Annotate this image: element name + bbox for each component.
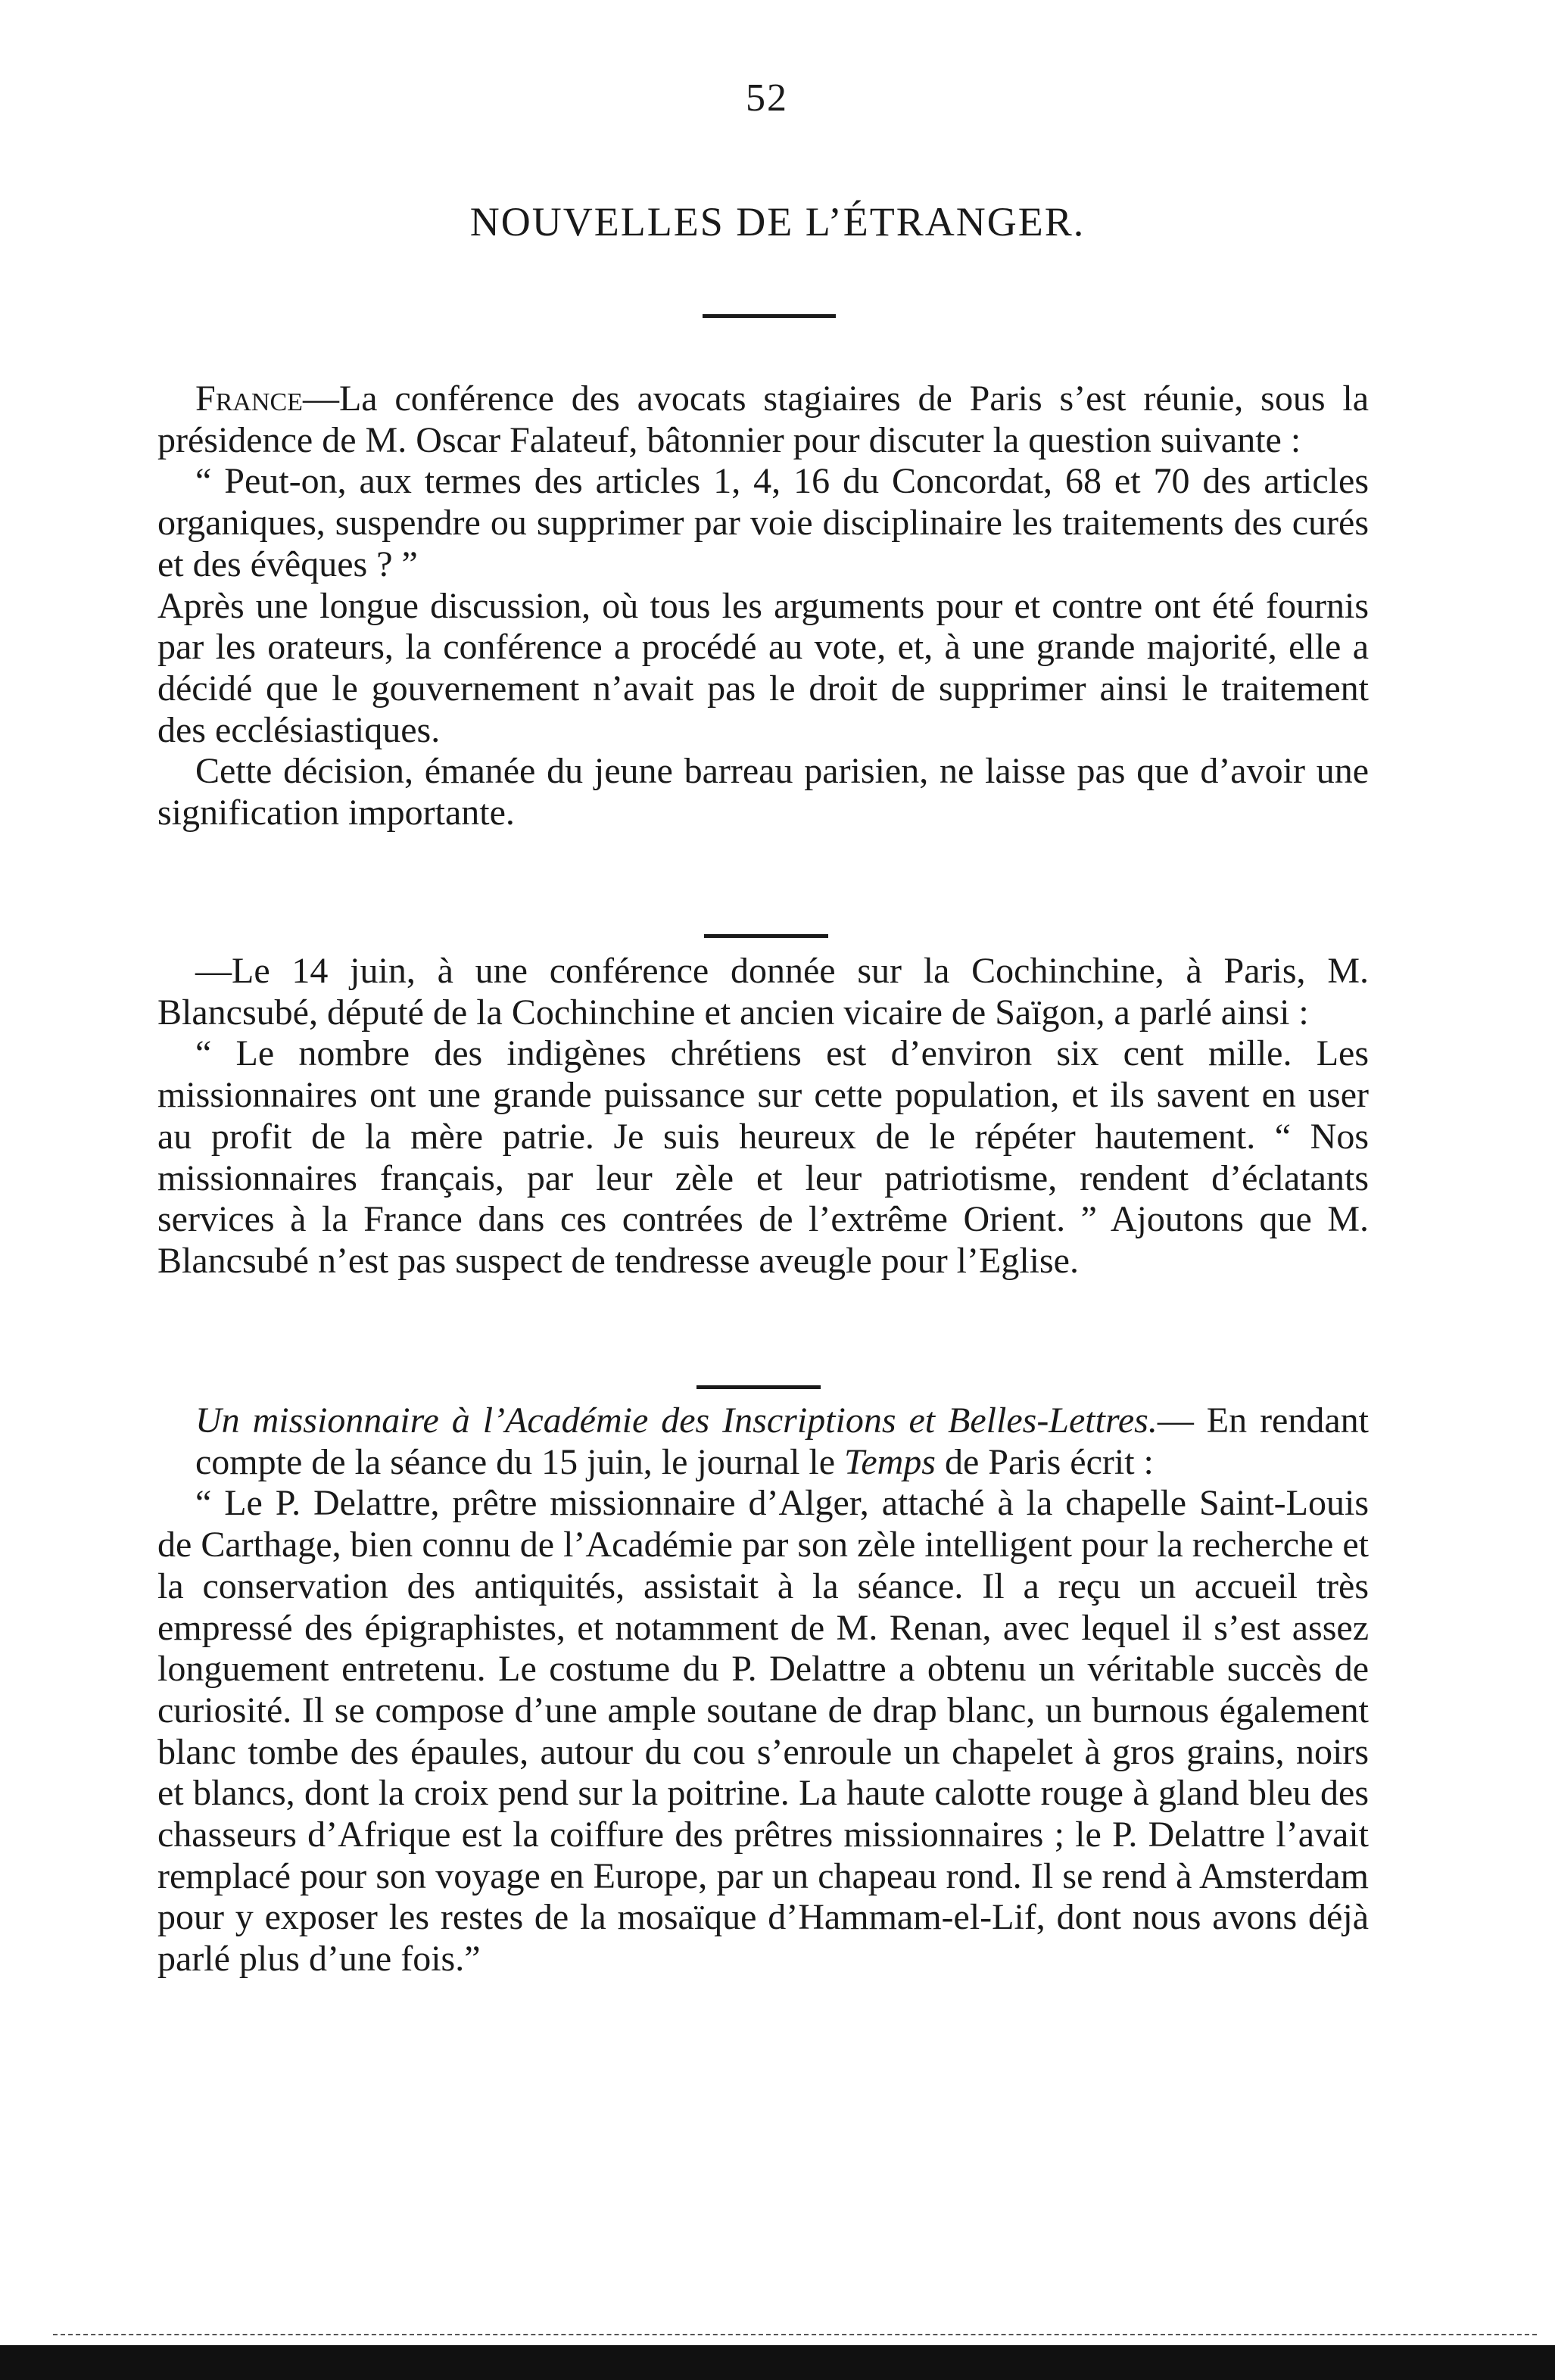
france-paragraph-3: Après une longue discussion, où tous les arguments pour et contre ont été fournis par les orateurs, la conférence a procédé au vote, et, à une grande majorité, elle a décidé que le gouvernement n’avait pas le droit de supprimer ainsi le traitement des ecclésiastiques.	[157, 585, 1369, 750]
section-rule-2	[696, 1385, 821, 1389]
section-rule-1	[704, 934, 828, 938]
france-paragraph-1: France—La conférence des avocats stagiaires de Paris s’est réunie, sous la présidence de M. Oscar Falateuf, bâtonnier pour discuter la question suivante :	[157, 378, 1369, 460]
title-rule	[703, 314, 836, 318]
bottom-scan-edge	[0, 2345, 1555, 2380]
section-academie	[157, 1400, 1369, 1980]
academie-heading: Un missionnaire à l’Académie des Inscriptions et Belles-Lettres.— En rendant compte de la séance du 15 juin, le journal le Temps de Paris écrit :	[195, 1400, 1370, 1482]
cochinchine-paragraph-2: “ Le nombre des indigènes chrétiens est d’environ six cent mille. Les missionnaires ont une grande puissance sur cette population, et ils savent en user au profit de la mère patrie. Je suis heureux de le répéter hautement. “ Nos missionnaires français, par leur zèle et leur patriotisme, rendent d’éclatants services à la France dans ces contrées de l’extrême Orient. ” Ajoutons que M. Blancsubé n’est pas suspect de tendresse aveugle pour l’Eglise.	[157, 1033, 1369, 1281]
section-cochinchine	[157, 951, 1369, 1282]
page-number: 52	[746, 76, 788, 120]
france-paragraph-2: “ Peut-on, aux termes des articles 1, 4, 16 du Concordat, 68 et 70 des articles organiques, suspendre ou supprimer par voie disciplinaire les traitements des curés et des évêques ? ”	[157, 461, 1369, 584]
cochinchine-paragraph-1: —Le 14 juin, à une conférence donnée sur la Cochinchine, à Paris, M. Blancsubé, député de la Cochinchine et ancien vicaire de Saïgon, a parlé ainsi :	[157, 951, 1369, 1033]
france-paragraph-4: Cette décision, émanée du jeune barreau parisien, ne laisse pas que d’avoir une signification importante.	[157, 751, 1369, 833]
country-label: France	[195, 378, 303, 419]
bottom-dashed-line	[53, 2334, 1537, 2337]
page-title: NOUVELLES DE L’ÉTRANGER.	[469, 199, 1086, 245]
academie-quote: “ Le P. Delattre, prêtre missionnaire d’Alger, attaché à la chapelle Saint-Louis de Carthage, bien connu de l’Académie par son zèle intelligent pour la recherche et la conservation des antiquités, assistait à la séance. Il a reçu un accueil très empressé des épigraphistes, et notamment de M. Renan, avec lequel il s’est assez longuement entretenu. Le costume du P. Delattre a obtenu un véritable succès de curiosité. Il se compose d’une ample soutane de drap blanc, un burnous également blanc tombe des épaules, autour du cou s’enroule un chapelet à gros grains, noirs et blancs, dont la croix pend sur la poitrine. La haute calotte rouge à gland bleu des chasseurs d’Afrique est la coiffure des prêtres missionnaires ; le P. Delattre l’avait remplacé pour son voyage en Europe, par un chapeau rond. Il se rend à Amsterdam pour y exposer les restes de la mosaïque d’Hammam-el-Lif, dont nous avons déjà parlé plus d’une fois.”	[157, 1483, 1369, 1980]
section-france	[157, 378, 1369, 834]
